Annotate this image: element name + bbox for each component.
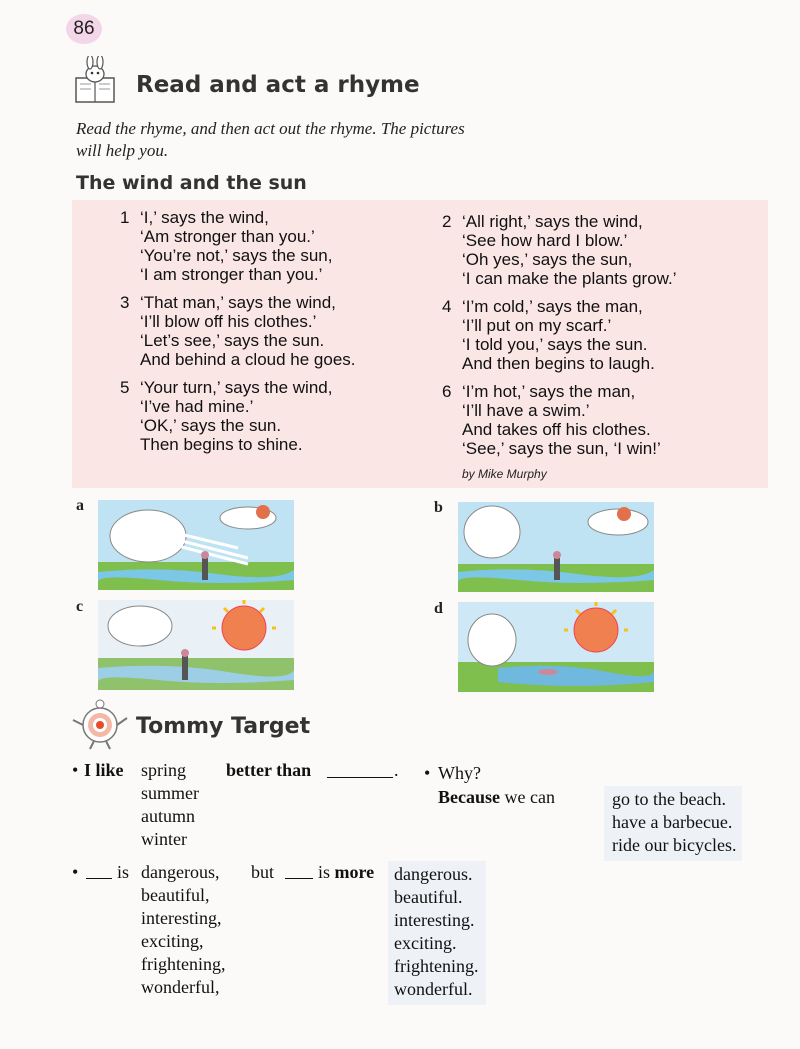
poem-line: And takes off his clothes. bbox=[462, 420, 651, 439]
poem-line: ‘Let’s see,’ says the sun. bbox=[140, 331, 325, 350]
adjective-option: exciting, bbox=[141, 931, 204, 951]
adjective-end-option: beautiful. bbox=[394, 887, 463, 907]
row1-why-bullet: • bbox=[424, 763, 431, 783]
poem-title: The wind and the sun bbox=[76, 172, 307, 194]
poem-line: ‘See,’ says the sun, ‘I win!’ bbox=[462, 439, 661, 458]
we-can-text: we can bbox=[504, 787, 555, 807]
activity-option: go to the beach. bbox=[612, 789, 726, 809]
is-text-2: is bbox=[318, 862, 331, 882]
season-option: autumn bbox=[141, 806, 195, 826]
page-number: 86 bbox=[66, 14, 102, 44]
poem-line: ‘I’m hot,’ says the man, bbox=[462, 382, 636, 401]
is-more-text bbox=[318, 861, 374, 884]
picture-label-a: a bbox=[76, 497, 84, 514]
instructions-line: Read the rhyme, and then act out the rhyme. The pictures bbox=[76, 119, 465, 138]
poem-line: ‘I’ll blow off his clothes.’ bbox=[140, 312, 317, 331]
stanza-number: 6 bbox=[442, 382, 452, 401]
answer-blank[interactable] bbox=[86, 864, 112, 879]
season-option: spring bbox=[141, 760, 186, 780]
poem-line: ‘I’ve had mine.’ bbox=[140, 397, 254, 416]
poem-line: ‘See how hard I blow.’ bbox=[462, 231, 628, 250]
adjective-option: frightening, bbox=[141, 954, 226, 974]
i-like-text: I like bbox=[84, 760, 124, 780]
activities-list bbox=[604, 786, 742, 861]
stanza-number: 1 bbox=[120, 208, 130, 227]
poem-line: ‘I told you,’ says the sun. bbox=[462, 335, 648, 354]
poem-line: ‘I’m cold,’ says the man, bbox=[462, 297, 643, 316]
poem-line: ‘I am stronger than you.’ bbox=[140, 265, 323, 284]
adjective-end-option: frightening. bbox=[394, 956, 479, 976]
seasons-list bbox=[141, 759, 199, 851]
activity-option: have a barbecue. bbox=[612, 812, 733, 832]
poem-line: And then begins to laugh. bbox=[462, 354, 655, 373]
picture-label-d: d bbox=[434, 600, 443, 617]
picture-d bbox=[458, 602, 654, 692]
instructions-line: will help you. bbox=[76, 141, 169, 160]
picture-label-b: b bbox=[434, 499, 443, 516]
because-text: Because bbox=[438, 787, 500, 807]
more-text: more bbox=[334, 862, 375, 882]
adjective-option: wonderful, bbox=[141, 977, 220, 997]
adjective-end-option: dangerous. bbox=[394, 864, 473, 884]
poem-line: Then begins to shine. bbox=[140, 435, 303, 454]
adjectives-end-list bbox=[388, 861, 486, 1005]
tommy-target-icon bbox=[70, 698, 130, 750]
poem-line: ‘You’re not,’ says the sun, bbox=[140, 246, 333, 265]
answer-blank[interactable] bbox=[285, 864, 313, 879]
adjective-end-option: interesting. bbox=[394, 910, 475, 930]
poem-line: ‘All right,’ says the wind, bbox=[462, 212, 643, 231]
reading-bunny-icon bbox=[72, 56, 120, 106]
better-than-text: better than bbox=[226, 760, 312, 780]
season-option: winter bbox=[141, 829, 187, 849]
poem-line: ‘That man,’ says the wind, bbox=[140, 293, 336, 312]
poem-line: ‘Am stronger than you.’ bbox=[140, 227, 315, 246]
adjective-option: dangerous, bbox=[141, 862, 220, 882]
adjective-end-option: wonderful. bbox=[394, 979, 473, 999]
why-text: Why? bbox=[438, 763, 481, 783]
adjectives-list bbox=[141, 861, 225, 999]
adjective-option: interesting, bbox=[141, 908, 222, 928]
adjective-end-option: exciting. bbox=[394, 933, 457, 953]
sentence-period: . bbox=[394, 760, 399, 780]
stanza-number: 5 bbox=[120, 378, 130, 397]
because-line bbox=[438, 786, 555, 809]
picture-b bbox=[458, 502, 654, 592]
instructions bbox=[76, 118, 465, 162]
picture-a bbox=[98, 500, 294, 590]
adjective-option: beautiful, bbox=[141, 885, 210, 905]
stanza-number: 4 bbox=[442, 297, 452, 316]
answer-blank[interactable] bbox=[327, 763, 393, 778]
poem-line: ‘OK,’ says the sun. bbox=[140, 416, 282, 435]
row2-bullet: • bbox=[72, 862, 79, 882]
season-option: summer bbox=[141, 783, 199, 803]
poem-line: ‘I,’ says the wind, bbox=[140, 208, 269, 227]
poem-line: And behind a cloud he goes. bbox=[140, 350, 356, 369]
poem-line: ‘I’ll put on my scarf.’ bbox=[462, 316, 612, 335]
poem-line: ‘Your turn,’ says the wind, bbox=[140, 378, 333, 397]
poem-line: ‘Oh yes,’ says the sun, bbox=[462, 250, 633, 269]
activity-option: ride our bicycles. bbox=[612, 835, 737, 855]
row1-bullet: • bbox=[72, 760, 79, 780]
poem-byline: by Mike Murphy bbox=[462, 467, 547, 481]
poem-line: ‘I’ll have a swim.’ bbox=[462, 401, 590, 420]
picture-label-c: c bbox=[76, 598, 84, 615]
is-text: is bbox=[117, 862, 130, 882]
stanza-number: 3 bbox=[120, 293, 130, 312]
section-title: Read and act a rhyme bbox=[136, 72, 420, 98]
but-text: but bbox=[251, 862, 275, 882]
stanza-number: 2 bbox=[442, 212, 452, 231]
picture-c bbox=[98, 600, 294, 690]
tommy-title: Tommy Target bbox=[136, 714, 311, 739]
poem-line: ‘I can make the plants grow.’ bbox=[462, 269, 677, 288]
